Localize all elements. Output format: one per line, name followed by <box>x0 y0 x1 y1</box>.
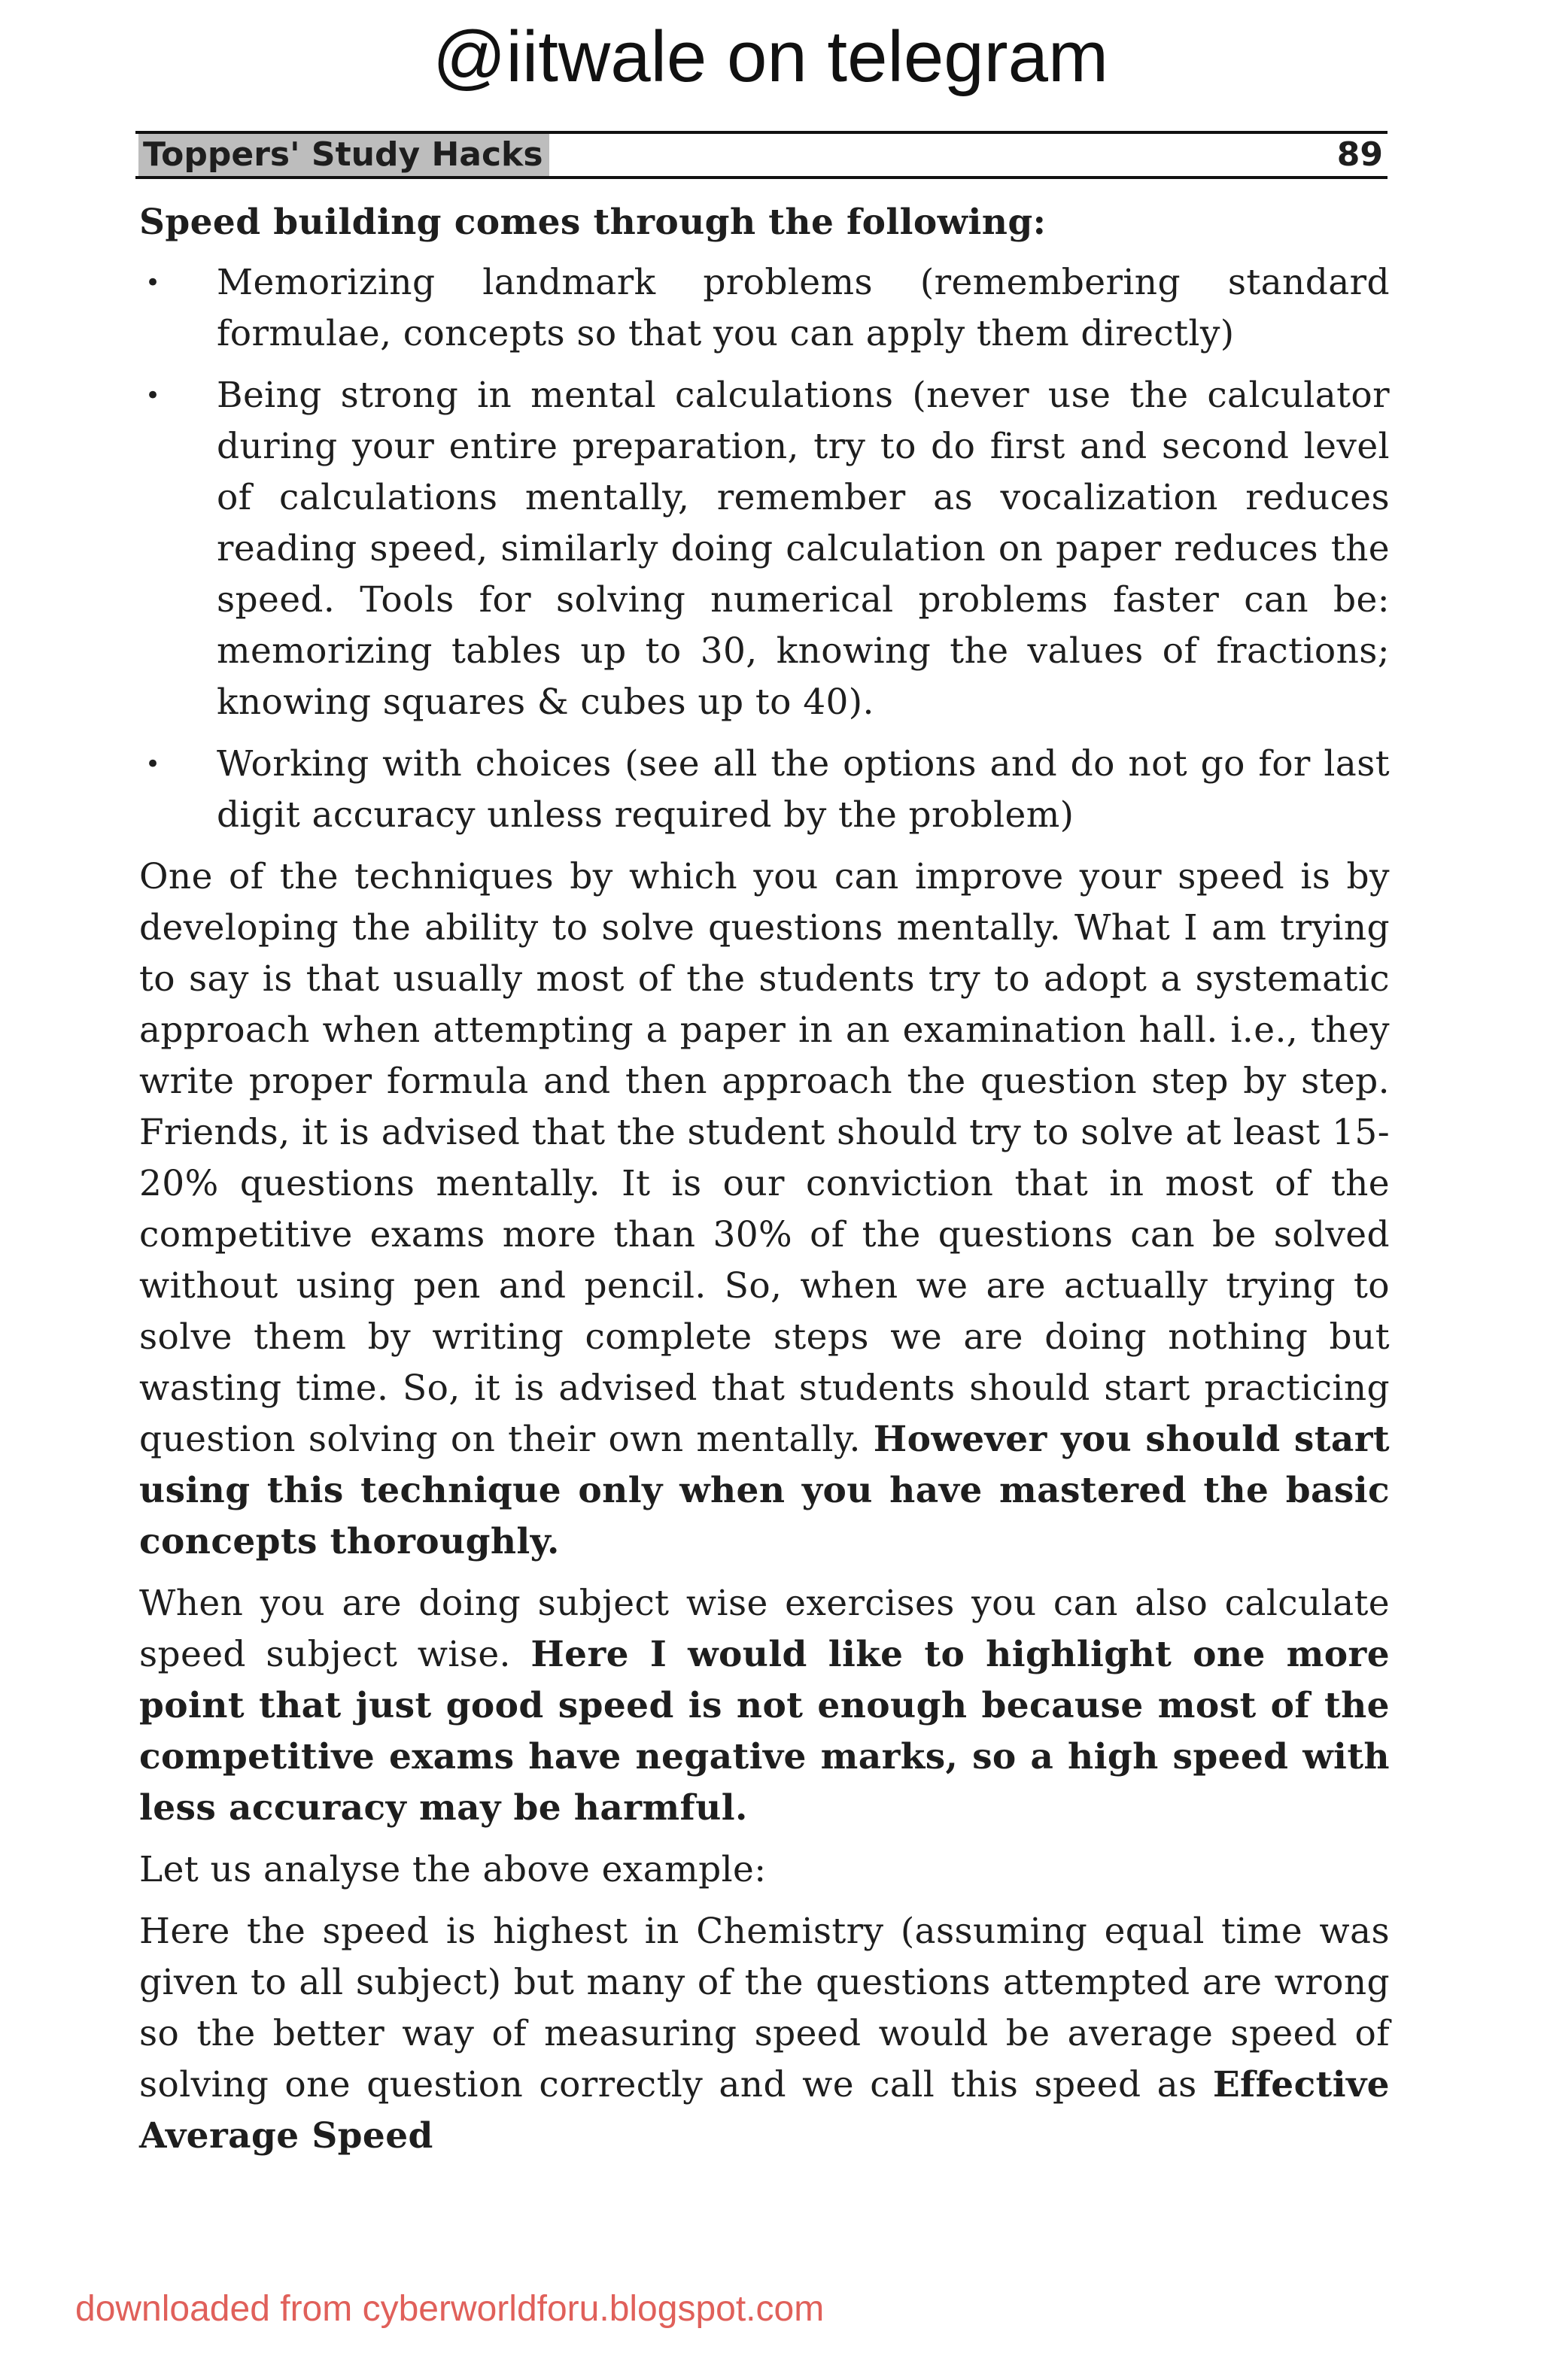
paragraph-emphasis: Here I would like to highlight one more point that just good speed is not enough because most of the competitive exams have negative marks, so a high speed with less accuracy may be harmful. <box>139 1634 1391 1829</box>
page-content <box>139 197 1390 2172</box>
paragraph-text: One of the techniques by which you can improve your speed is by developing the ability to solve questions mentally. What I am trying to say is that usually most of the students try to adopt a systematic approach when attempting a paper in an examination hall. i.e., they write proper formula and then approach the question step by step. Friends, it is advised that the student should try to solve at least 15-20% questions mentally. It is our conviction that in most of the competitive exams more than 30% of the questions can be solved without using pen and pencil. So, when we are actually trying to solve them by writing complete steps we are doing nothing but wasting time. So, it is advised that students should start practicing question solving on their own mentally. <box>139 856 1390 1460</box>
paragraph-effective-speed <box>139 1906 1390 2162</box>
header-title: Toppers' Study Hacks <box>138 134 549 176</box>
paragraph-text: Here the speed is highest in Chemistry (assuming equal time was given to all subject) but many of the questions attempted are wrong so the better way of measuring speed would be average speed of solving one question correctly and we call this speed as <box>139 1911 1390 2105</box>
list-item <box>139 257 1390 360</box>
paragraph-subject-speed <box>139 1578 1390 1834</box>
paragraph-emphasis: Effective Average Speed <box>139 2064 1390 2157</box>
bullet-list <box>139 257 1390 841</box>
section-heading: Speed building comes through the following: <box>139 202 1047 243</box>
paragraph-analyse: Let us analyse the above example: <box>139 1849 767 1890</box>
watermark-bottom: downloaded from cyberworldforu.blogspot.com <box>75 2289 825 2329</box>
bullet-icon: • <box>145 749 161 779</box>
page-number: 89 <box>1336 135 1383 174</box>
list-item-text: Working with choices (see all the options and do not go for last digit accuracy unless required by the problem) <box>217 743 1390 836</box>
list-item <box>139 370 1390 728</box>
watermark-top: @iitwale on telegram <box>433 17 1108 97</box>
list-item-text: Being strong in mental calculations (never use the calculator during your entire preparation, try to do first and second level of calculations mentally, remember as vocalization reduces reading speed, similarly doing calculation on paper reduces the speed. Tools for solving numerical problems faster can be: memorizing tables up to 30, knowing the values of fractions; knowing squares & cubes up to 40). <box>217 375 1390 723</box>
paragraph-text: When you are doing subject wise exercises you can also calculate speed subject wise. <box>139 1583 1390 1675</box>
bullet-icon: • <box>145 268 161 298</box>
paragraph-emphasis: However you should start using this technique only when you have mastered the basic concepts thoroughly. <box>139 1419 1391 1562</box>
list-item-text: Memorizing landmark problems (remembering standard formulae, concepts so that you can apply them directly) <box>217 262 1390 354</box>
list-item <box>139 739 1390 841</box>
paragraph-mental-solving <box>139 852 1390 1568</box>
bullet-icon: • <box>145 381 161 411</box>
running-header <box>135 131 1388 179</box>
